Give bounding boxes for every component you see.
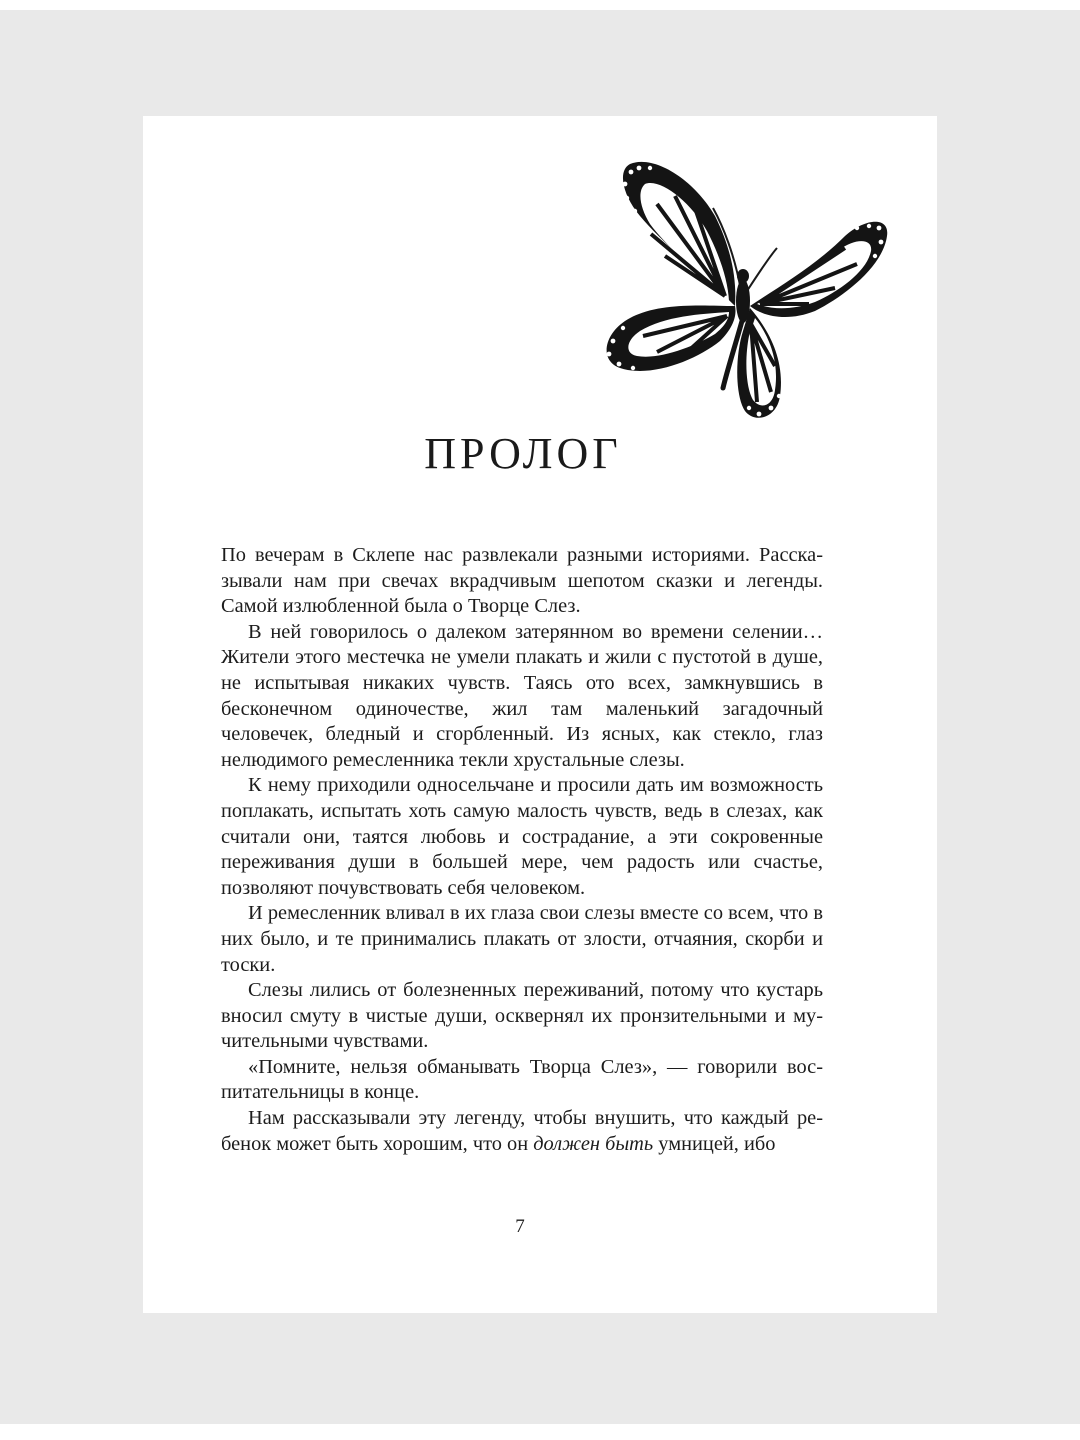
- top-border: [0, 0, 1080, 10]
- emphasis-text: должен быть: [533, 1132, 654, 1155]
- paragraph: И ремесленник вливал в их глаза свои слезы вместе со всем, что в них было, и те принимались плакать от злости, отчаяния, скорби и тоски.: [221, 902, 823, 976]
- paragraph: «Помните, нельзя обманывать Творца Слез», — говорили воспитательницы в конце.: [221, 1055, 823, 1104]
- paragraph-text: умницей, ибо: [653, 1132, 776, 1155]
- paragraph: Слезы лились от болезненных переживаний, потому что кустарь вносил смуту в чистые души, осквернял их пронзительными и мучительными чувствами.: [221, 979, 823, 1053]
- paragraph: К нему приходили односельчане и просили дать им возможность поплакать, испытать хоть самую малость чувств, ведь в слезах, как считали они, таятся любовь и сострадание, а эти сокровенные переживания души в большей мере, чем радость или счастье, позволяют почувствовать себя человеком.: [221, 774, 823, 899]
- paragraph: В ней говорилось о далеком затерянном во времени селении… Жители этого местечка не умели плакать и жили с пустотой в душе, не испытывая никаких чувств. Таясь ото всех, замкнувшись в бесконечном одиночестве, жил там маленький загадочный человечек, бледный и сгорбленный. Из ясных, как стекло, глаз нелюдимого ремесленника текли хрустальные слезы.: [221, 620, 823, 771]
- paragraph: По вечерам в Склепе нас развлекали разными историями. Рассказывали нам при свечах вкрадчивым шепотом сказки и легенды. Самой излюбленной была о Творце Слез.: [221, 544, 823, 618]
- chapter-title: ПРОЛОГ: [424, 429, 622, 478]
- body-text: [221, 543, 823, 1157]
- butterfly-icon: [595, 156, 895, 426]
- bottom-border: [0, 1424, 1080, 1440]
- page-number: 7: [515, 1216, 525, 1237]
- book-page: [143, 116, 937, 1313]
- paragraph-text: Нам рассказывали эту легенду, чтобы внушить, что каждый ребенок может быть хорошим, что он: [221, 1107, 823, 1155]
- paragraph-last: [221, 1106, 823, 1157]
